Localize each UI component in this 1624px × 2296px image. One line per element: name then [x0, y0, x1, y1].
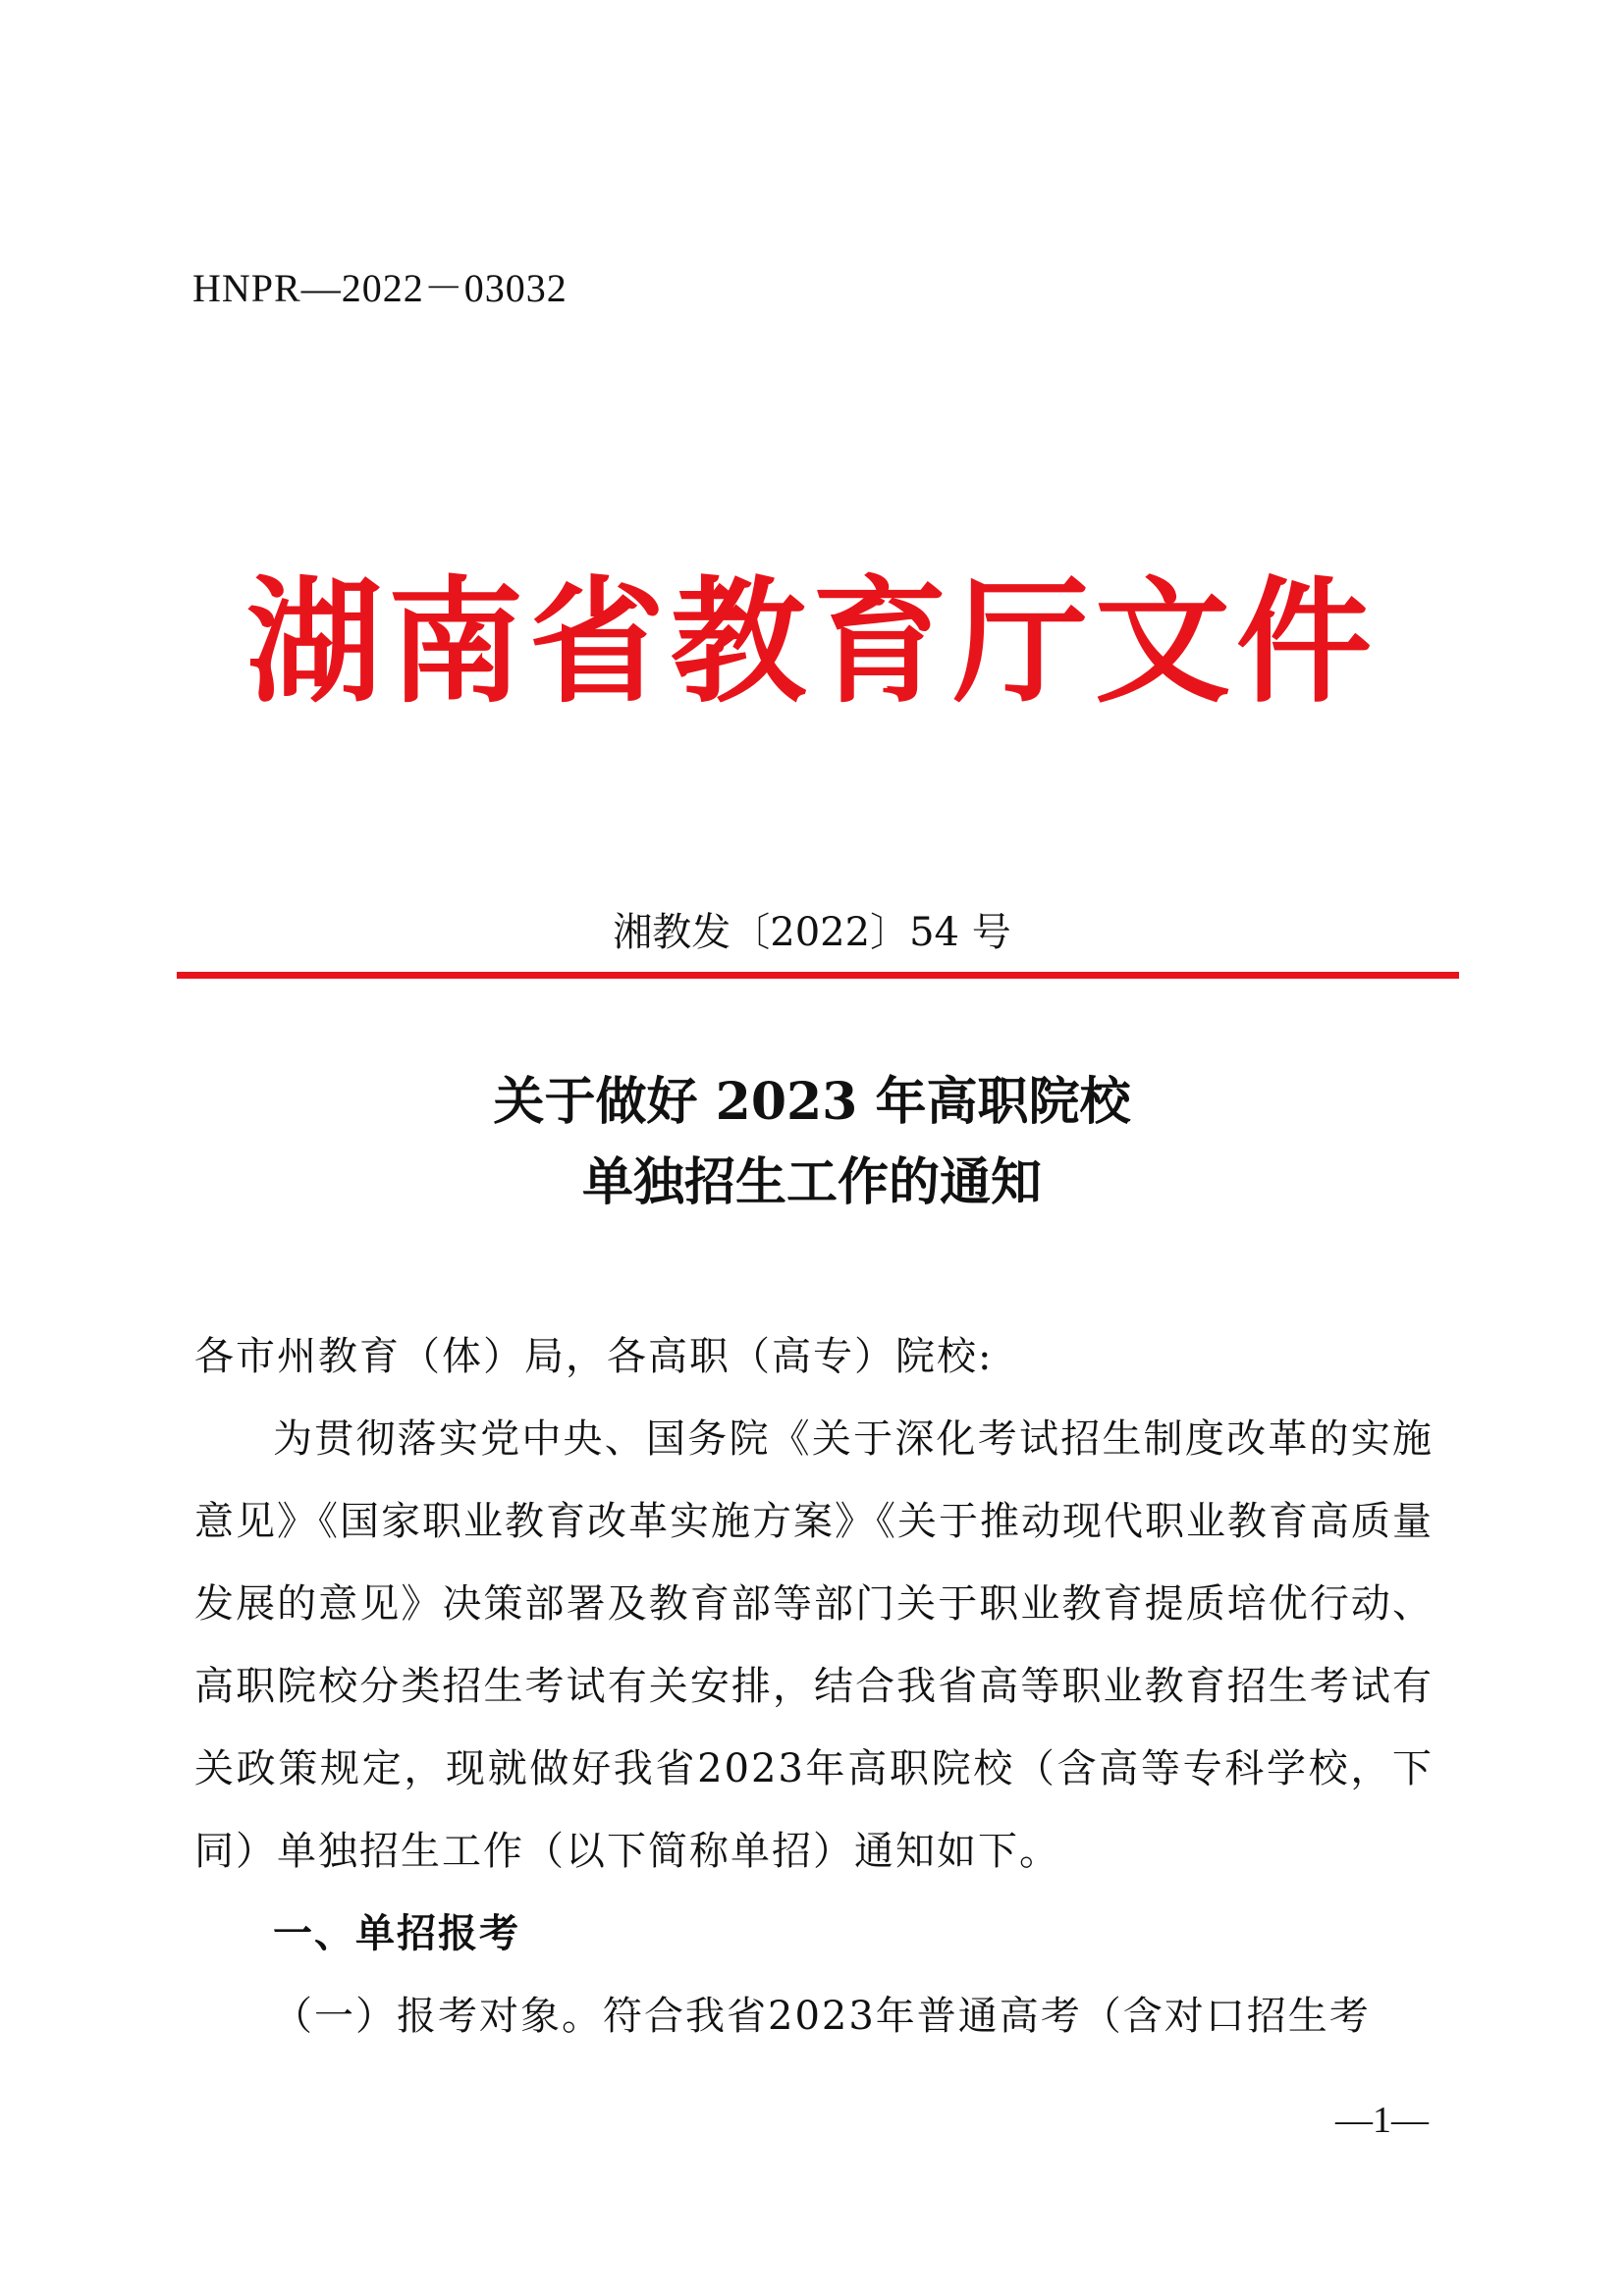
notice-title-line-2: 单独招生工作的通知 [581, 1152, 1042, 1212]
paragraph-intro: 为贯彻落实党中央、国务院《关于深化考试招生制度改革的实施意见》《国家职业教育改革实施方案》《关于推动现代职业教育高质量发展的意见》决策部署及教育部等部门关于职业教育提质培优行动、高职院校分类招生考试有关安排，结合我省高等职业教育招生考试有关政策规定，现就做好我省2023年高职院校（含高等专科学校，下同）单独招生工作（以下简称单招）通知如下。 [194, 1416, 1434, 1874]
salutation: 各市州教育（体）局，各高职（高专）院校: [194, 1334, 994, 1379]
red-divider [177, 972, 1459, 979]
document-body [194, 1315, 1434, 2057]
document-code: HNPR—2022－03032 [192, 266, 568, 310]
notice-title [0, 1062, 1624, 1223]
notice-title-line-1: 关于做好 2023 年高职院校 [493, 1072, 1131, 1132]
section-heading-1: 一、单招报考 [273, 1910, 520, 1956]
masthead-title: 湖南省教育厅文件 [245, 561, 1378, 721]
page-number: —1— [1335, 2100, 1429, 2141]
issue-number: 湘教发〔2022〕54 号 [613, 910, 1011, 955]
subsection-1: （一）报考对象。符合我省2023年普通高考（含对口招生考 [273, 1994, 1371, 2039]
